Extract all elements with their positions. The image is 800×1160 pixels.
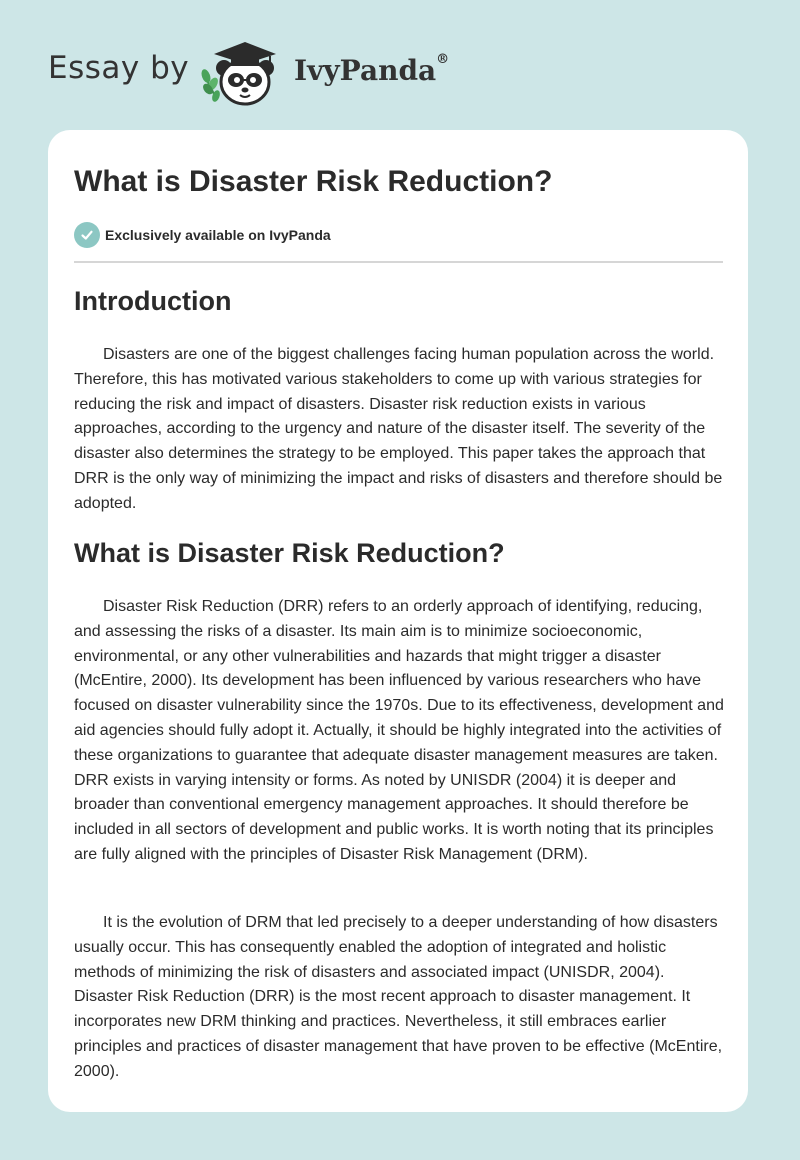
panda-logo-icon[interactable] [200,36,290,108]
exclusive-badge [74,222,331,248]
section-heading-introduction: Introduction [74,286,232,316]
check-icon [74,222,100,248]
section-heading-what-is-drr: What is Disaster Risk Reduction? [74,538,505,568]
page-title: What is Disaster Risk Reduction? [74,165,553,198]
registered-mark: ® [436,52,450,67]
essay-card [48,130,748,1112]
brand-text: IvyPanda [294,54,437,87]
exclusive-label: Exclusively available on IvyPanda [105,227,331,243]
brand-name[interactable] [294,54,449,87]
site-header [0,0,800,130]
paragraph: Disaster Risk Reduction (DRR) refers to an orderly approach of identifying, reducing, and assessing the risks of a disaster. Its main aim is to minimize socioeconomic, environmental, or any other vulnerabilities and hazards that might trigger a disaster (McEntire, 2000). Its development has been influenced by various researchers who have focused on disaster vulnerability since the 1970s. Due to its effectiveness, development and aid agencies should fully adopt it. Actually, it should be highly integrated into the activities of these organizations to guarantee that adequate disaster management measures are taken. DRR exists in varying intensity or forms. As noted by UNISDR (2004) it is deeper and broader than conventional emergency management approaches. It should therefore be included in all sectors of development and public works. It is worth noting that its principles are fully aligned with the principles of Disaster Risk Management (DRM). [74,598,724,863]
paragraph: It is the evolution of DRM that led precisely to a deeper understanding of how disasters usually occur. This has consequently enabled the adoption of integrated and holistic methods of minimizing the risk of disasters and associated impact (UNISDR, 2004). Disaster Risk Reduction (DRR) is the most recent approach to disaster management. It incorporates new DRM thinking and practices. Nevertheless, it still embraces earlier principles and practices of disaster management that have proven to be effective (McEntire, 2000). [74,914,723,1080]
essay-by-label: Essay by [48,50,190,86]
paragraph: Disasters are one of the biggest challenges facing human population across the world. Therefore, this has motivated various stakeholders to come up with various strategies for reducing the risk and impact of disasters. Disaster risk reduction exists in various approaches, according to the urgency and nature of the disaster itself. The severity of the disaster also determines the strategy to be employed. This paper takes the approach that DRR is the only way of minimizing the impact and risks of disasters and therefore should be adopted. [74,346,723,512]
divider [74,261,723,263]
